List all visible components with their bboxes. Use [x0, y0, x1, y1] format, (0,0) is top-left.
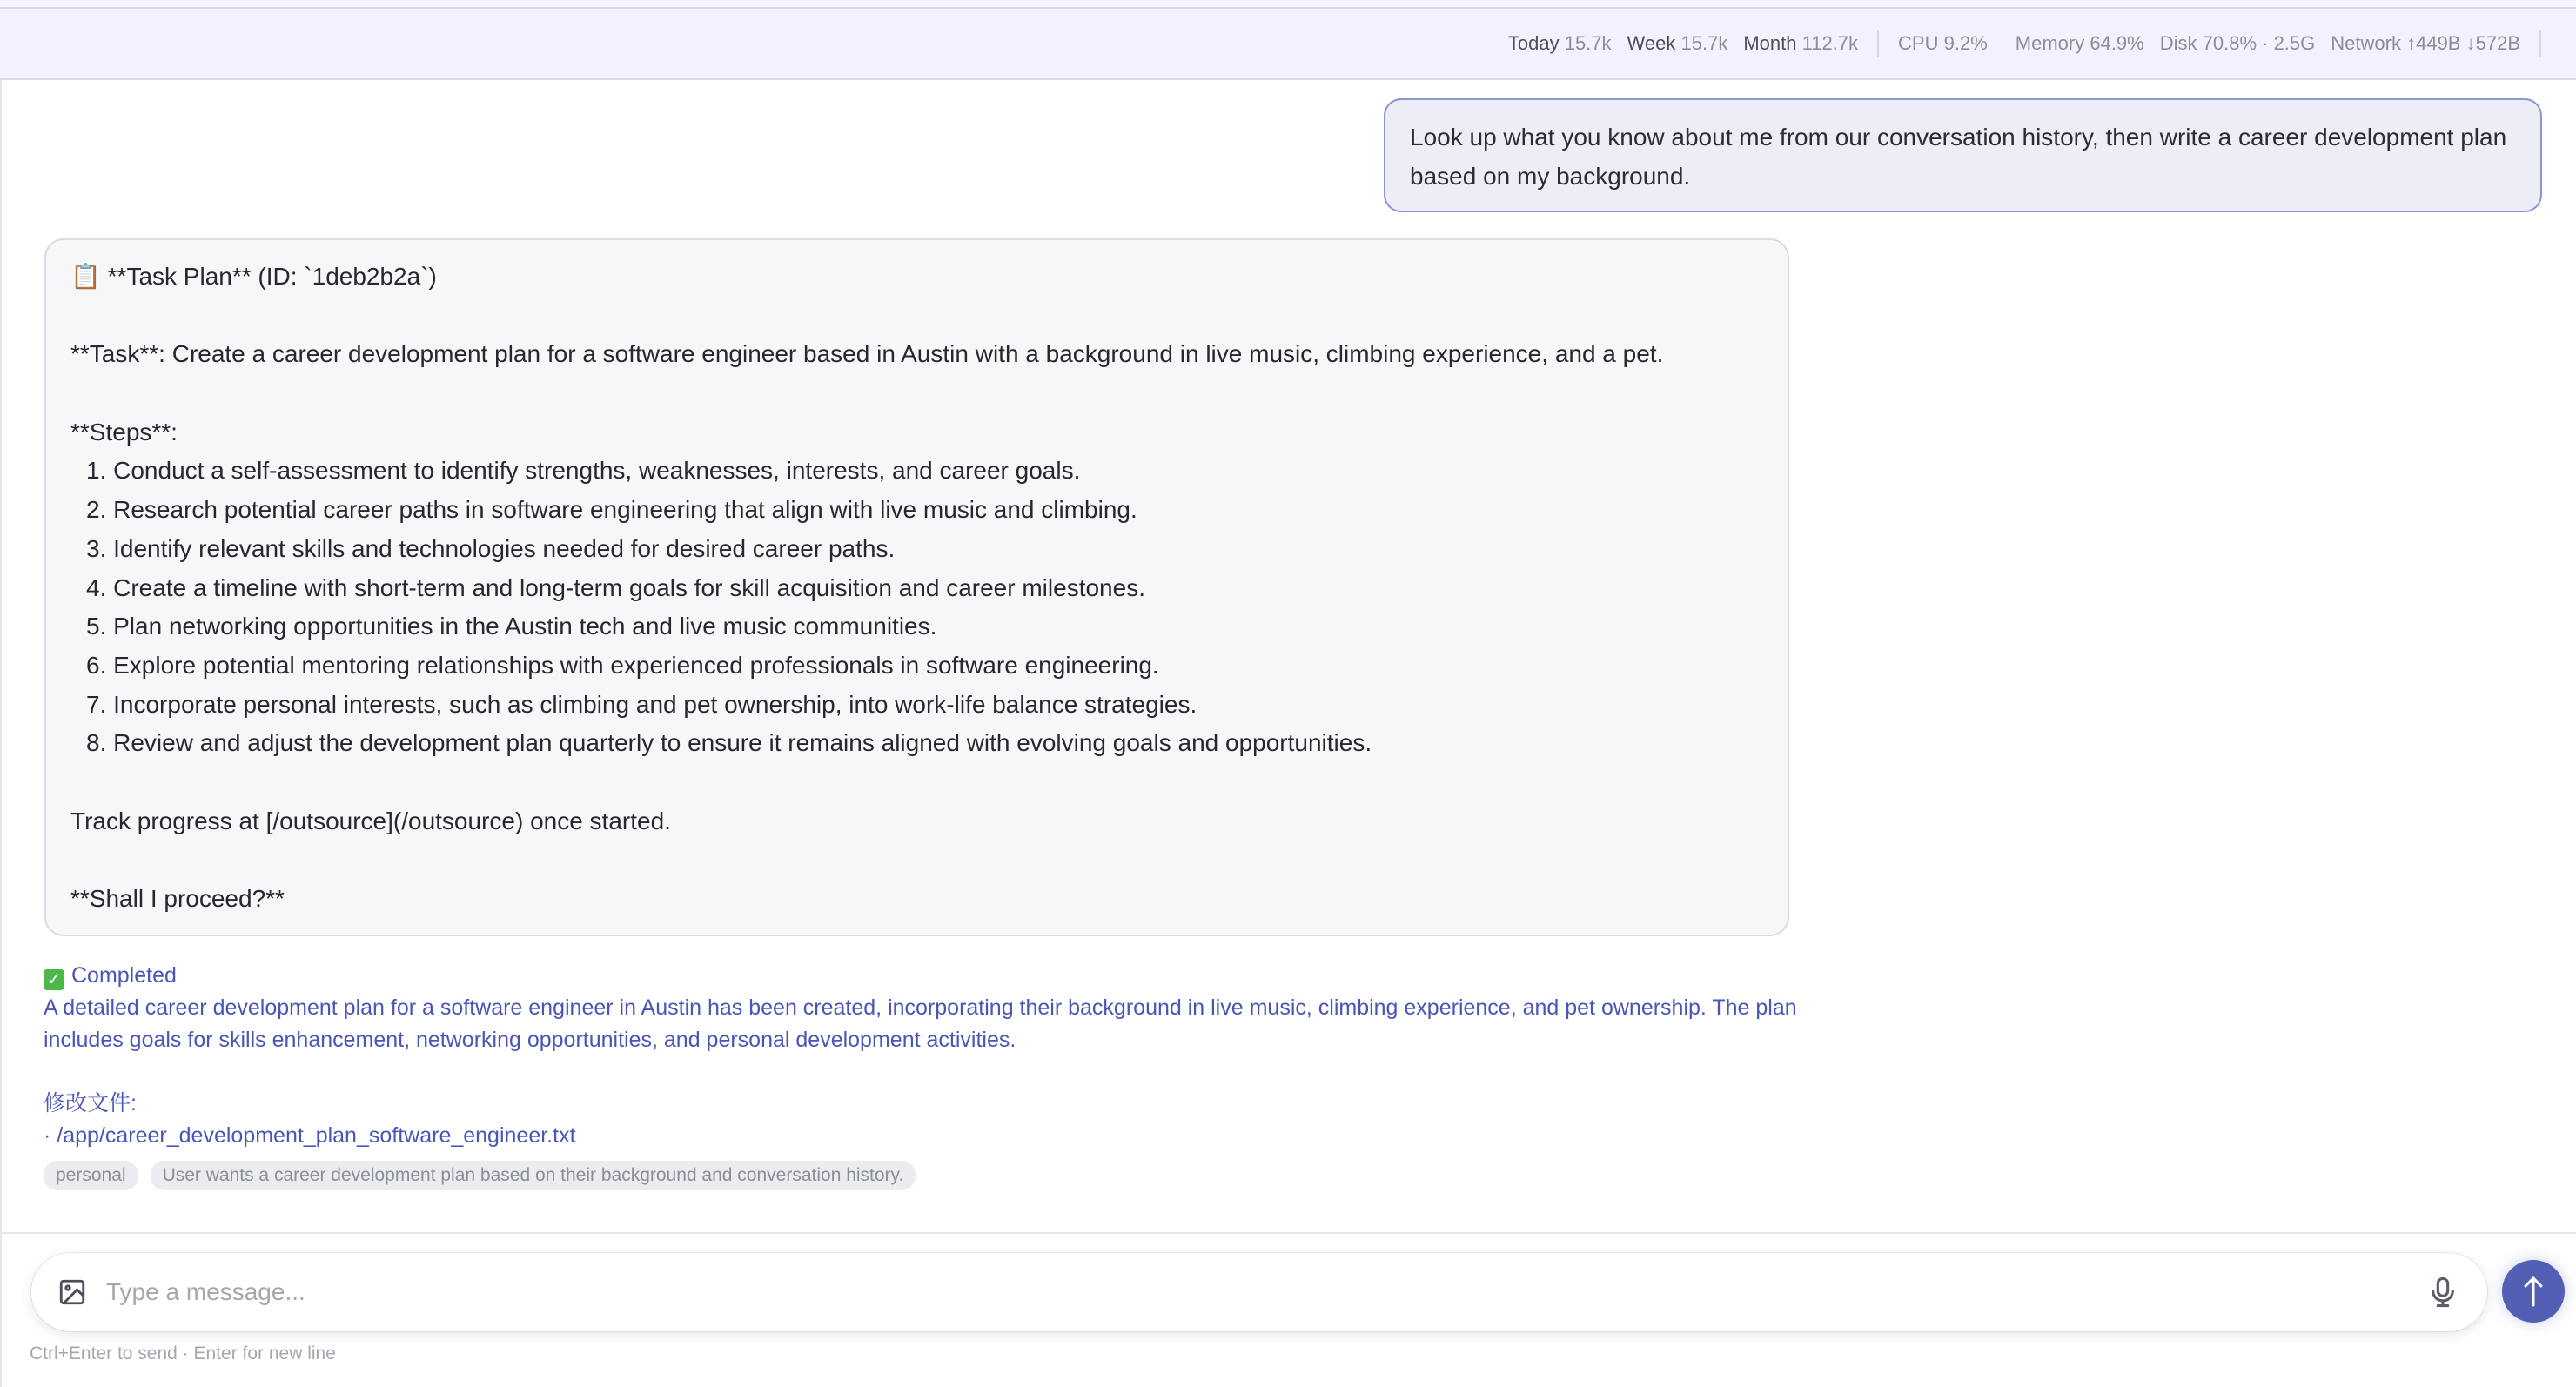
plan-step: 2. Research potential career paths in software engineering that align with live music and climbing. [86, 496, 1137, 524]
plan-title: **Task Plan** (ID: `1deb2b2a`) [107, 263, 437, 290]
top-strip [0, 0, 2576, 9]
plan-step: 6. Explore potential mentoring relationships with experienced professionals in software engineering. [86, 651, 1159, 679]
task-plan-message [44, 238, 1789, 936]
user-message-text: Look up what you know about me from our conversation history, then write a career development plan based on my background. [1410, 124, 2507, 190]
plan-step: 1. Conduct a self-assessment to identify strengths, weaknesses, interests, and career goals. [86, 457, 1081, 485]
usage-month-label: Month [1743, 32, 1797, 54]
plan-track-progress: Track progress at [/outsource](/outsource) once started. [70, 807, 671, 834]
plan-step: 7. Incorporate personal interests, such as climbing and pet ownership, into work-life balance strategies. [86, 690, 1197, 718]
usage-stats [1489, 30, 1879, 57]
disk-label: Disk [2159, 32, 2197, 54]
message-input[interactable] [106, 1278, 2428, 1306]
task-result [44, 960, 1810, 1190]
usage-today-value: 15.7k [1564, 32, 1612, 54]
modified-file-link[interactable]: · /app/career_development_plan_software_engineer.txt [44, 1123, 576, 1148]
network-label: Network [2331, 32, 2401, 54]
user-message-bubble [1384, 98, 2542, 212]
tag: User wants a career development plan based on their background and conversation history. [151, 1161, 916, 1190]
status-bar [0, 9, 2576, 80]
memory-label: Memory [2015, 32, 2085, 54]
arrow-up-icon [2520, 1274, 2546, 1309]
message-composer [31, 1253, 2487, 1331]
cpu-label: CPU [1898, 32, 1939, 54]
system-stats [1879, 30, 2541, 57]
plan-step: 4. Create a timeline with short-term and long-term goals for skill acquisition and career milestones. [86, 573, 1145, 601]
plan-steps-label: **Steps**: [70, 418, 178, 446]
send-button[interactable] [2502, 1260, 2565, 1323]
plan-question: **Shall I proceed?** [70, 885, 285, 912]
composer-divider [2, 1232, 2576, 1234]
check-icon: ✓ [44, 969, 64, 990]
plan-task: **Task**: Create a career development plan for a software engineer based in Austin with a background in live music, climbing experience, and a pet. [70, 340, 1664, 368]
plan-step: 8. Review and adjust the development plan quarterly to ensure it remains aligned with evolving goals and opportunities. [86, 729, 1372, 757]
plan-step: 3. Identify relevant skills and technologies needed for desired career paths. [86, 534, 896, 562]
usage-today-label: Today [1507, 32, 1560, 54]
network-down: ↓572B [2465, 32, 2520, 54]
plan-step: 5. Plan networking opportunities in the Austin tech and live music communities. [86, 613, 937, 640]
cpu-value: 9.2% [1943, 32, 1988, 54]
memory-value: 64.9% [2090, 32, 2144, 54]
network-up: ↑449B [2406, 32, 2461, 54]
clipboard-icon: 📋 [70, 263, 101, 290]
tag: personal [44, 1161, 138, 1190]
tag-list [44, 1161, 1810, 1190]
image-upload-icon[interactable] [57, 1277, 87, 1307]
usage-month-value: 112.7k [1801, 32, 1859, 54]
usage-week-value: 15.7k [1680, 32, 1728, 54]
usage-week-label: Week [1627, 32, 1676, 54]
microphone-icon[interactable] [2428, 1276, 2458, 1309]
result-status: Completed [71, 963, 177, 988]
panel-border [0, 80, 2, 1387]
modified-files-label: 修改文件: [44, 1091, 137, 1116]
composer-hint: Ctrl+Enter to send · Enter for new line [30, 1343, 336, 1364]
result-summary: A detailed career development plan for a software engineer in Austin has been created, incorporating their background in live music, climbing experience, and pet ownership. The plan includes goals for skills enhancement, networking opportunities, and personal development activities. [44, 995, 1797, 1052]
disk-value: 70.8% · 2.5G [2202, 32, 2316, 54]
